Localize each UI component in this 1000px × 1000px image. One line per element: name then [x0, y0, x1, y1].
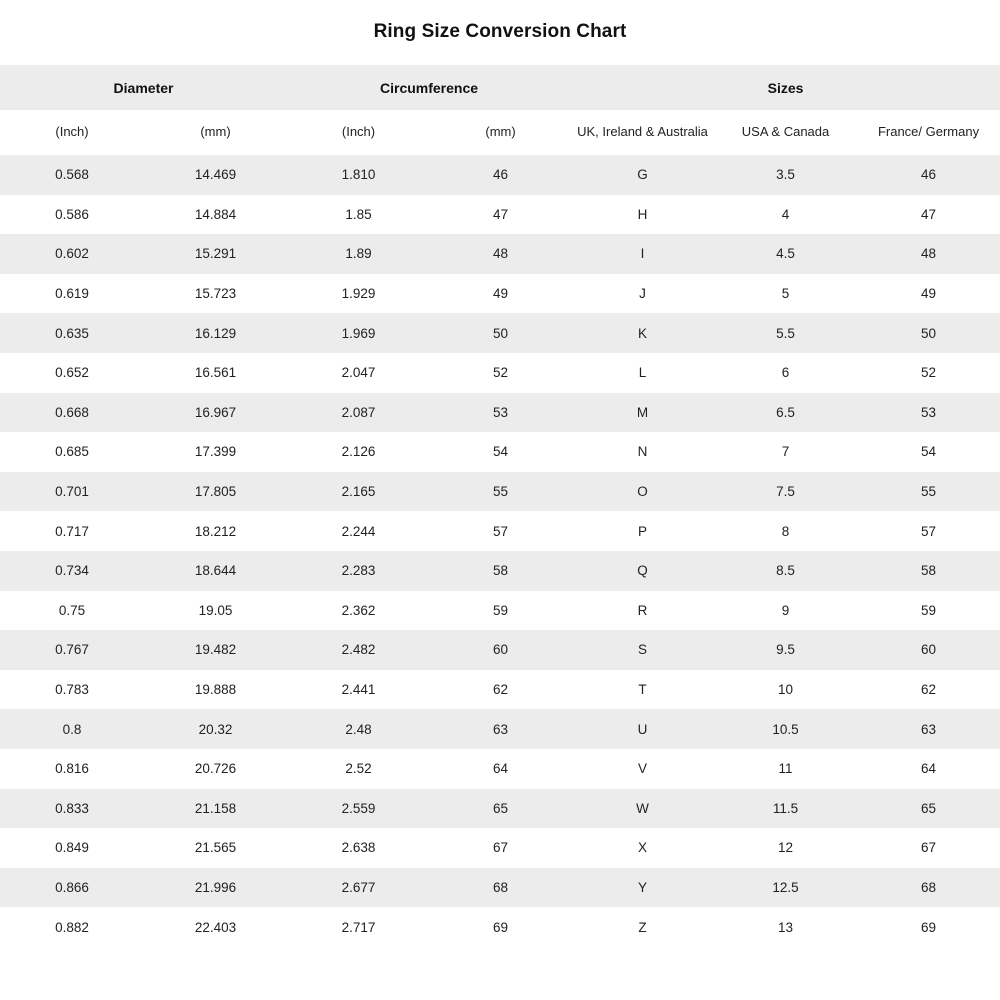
table-cell: 0.882 [0, 907, 144, 947]
table-row [0, 393, 1000, 433]
sub-header-france-germany: France/ Germany [857, 110, 1000, 155]
group-header-diameter: Diameter [0, 65, 287, 110]
table-row [0, 511, 1000, 551]
table-cell: 20.32 [144, 709, 287, 749]
table-cell: 67 [430, 828, 571, 868]
table-cell: 14.469 [144, 155, 287, 195]
table-cell: 18.644 [144, 551, 287, 591]
table-cell: 50 [857, 313, 1000, 353]
table-group-header-row [0, 65, 1000, 110]
table-cell: 63 [430, 709, 571, 749]
table-cell: 14.884 [144, 195, 287, 235]
table-cell: L [571, 353, 714, 393]
table-cell: 1.89 [287, 234, 430, 274]
table-cell: 0.568 [0, 155, 144, 195]
table-cell: 48 [430, 234, 571, 274]
table-cell: Q [571, 551, 714, 591]
table-row [0, 472, 1000, 512]
sub-header-uk-ireland-australia: UK, Ireland & Australia [571, 110, 714, 155]
table-cell: S [571, 630, 714, 670]
table-cell: 15.723 [144, 274, 287, 314]
table-cell: T [571, 670, 714, 710]
table-cell: 7 [714, 432, 857, 472]
table-cell: 11.5 [714, 789, 857, 829]
table-cell: 53 [430, 393, 571, 433]
table-cell: 0.8 [0, 709, 144, 749]
table-cell: 5.5 [714, 313, 857, 353]
table-row [0, 709, 1000, 749]
table-cell: 60 [430, 630, 571, 670]
table-cell: 53 [857, 393, 1000, 433]
table-cell: 10 [714, 670, 857, 710]
table-cell: 64 [857, 749, 1000, 789]
table-cell: 1.810 [287, 155, 430, 195]
table-cell: U [571, 709, 714, 749]
table-cell: Z [571, 907, 714, 947]
sub-header-diameter-mm: (mm) [144, 110, 287, 155]
table-cell: 0.849 [0, 828, 144, 868]
table-cell: 46 [430, 155, 571, 195]
table-sub-header-row [0, 110, 1000, 155]
table-cell: 59 [430, 591, 571, 631]
table-cell: 2.283 [287, 551, 430, 591]
table-cell: 5 [714, 274, 857, 314]
sub-header-diameter-inch: (Inch) [0, 110, 144, 155]
table-cell: 21.996 [144, 868, 287, 908]
table-row [0, 353, 1000, 393]
table-cell: 2.126 [287, 432, 430, 472]
table-cell: 13 [714, 907, 857, 947]
table-row [0, 551, 1000, 591]
table-cell: N [571, 432, 714, 472]
table-cell: 2.441 [287, 670, 430, 710]
table-cell: H [571, 195, 714, 235]
table-cell: 2.087 [287, 393, 430, 433]
table-cell: 20.726 [144, 749, 287, 789]
table-cell: 0.866 [0, 868, 144, 908]
table-cell: X [571, 828, 714, 868]
table-row [0, 828, 1000, 868]
table-cell: 54 [430, 432, 571, 472]
table-cell: 48 [857, 234, 1000, 274]
table-cell: 0.619 [0, 274, 144, 314]
ring-size-table [0, 65, 1000, 947]
table-cell: P [571, 511, 714, 551]
table-cell: 2.677 [287, 868, 430, 908]
table-cell: 0.685 [0, 432, 144, 472]
page-title: Ring Size Conversion Chart [373, 21, 627, 42]
table-cell: 57 [430, 511, 571, 551]
table-cell: 0.635 [0, 313, 144, 353]
sub-header-usa-canada: USA & Canada [714, 110, 857, 155]
table-cell: 2.362 [287, 591, 430, 631]
table-cell: 68 [430, 868, 571, 908]
table-row [0, 907, 1000, 947]
table-cell: 1.85 [287, 195, 430, 235]
table-cell: 69 [430, 907, 571, 947]
table-cell: 0.734 [0, 551, 144, 591]
group-header-sizes: Sizes [571, 65, 1000, 110]
table-cell: J [571, 274, 714, 314]
table-cell: 16.129 [144, 313, 287, 353]
table-cell: 8.5 [714, 551, 857, 591]
table-row [0, 670, 1000, 710]
table-cell: 2.717 [287, 907, 430, 947]
table-row [0, 789, 1000, 829]
table-cell: 60 [857, 630, 1000, 670]
table-cell: 1.969 [287, 313, 430, 353]
table-cell: 17.399 [144, 432, 287, 472]
table-cell: 0.668 [0, 393, 144, 433]
table-cell: 0.717 [0, 511, 144, 551]
table-cell: 1.929 [287, 274, 430, 314]
table-cell: 58 [430, 551, 571, 591]
table-cell: 21.158 [144, 789, 287, 829]
table-cell: 11 [714, 749, 857, 789]
table-cell: I [571, 234, 714, 274]
table-cell: 2.52 [287, 749, 430, 789]
table-row [0, 195, 1000, 235]
table-row [0, 591, 1000, 631]
table-cell: G [571, 155, 714, 195]
group-header-circumference: Circumference [287, 65, 571, 110]
table-cell: 19.05 [144, 591, 287, 631]
table-cell: 12.5 [714, 868, 857, 908]
table-cell: 8 [714, 511, 857, 551]
table-cell: R [571, 591, 714, 631]
table-cell: 0.602 [0, 234, 144, 274]
table-cell: 9.5 [714, 630, 857, 670]
table-cell: 16.967 [144, 393, 287, 433]
table-cell: 55 [857, 472, 1000, 512]
table-cell: 65 [857, 789, 1000, 829]
table-cell: 0.833 [0, 789, 144, 829]
table-cell: 64 [430, 749, 571, 789]
table-cell: 6.5 [714, 393, 857, 433]
table-cell: 22.403 [144, 907, 287, 947]
sub-header-circumference-mm: (mm) [430, 110, 571, 155]
table-cell: 21.565 [144, 828, 287, 868]
table-cell: 0.783 [0, 670, 144, 710]
table-cell: 3.5 [714, 155, 857, 195]
table-cell: 49 [430, 274, 571, 314]
table-cell: O [571, 472, 714, 512]
table-cell: 0.701 [0, 472, 144, 512]
table-row [0, 749, 1000, 789]
table-row [0, 234, 1000, 274]
table-cell: 0.816 [0, 749, 144, 789]
table-cell: 65 [430, 789, 571, 829]
table-cell: 67 [857, 828, 1000, 868]
table-cell: 16.561 [144, 353, 287, 393]
table-cell: 4.5 [714, 234, 857, 274]
table-cell: 59 [857, 591, 1000, 631]
table-cell: 52 [857, 353, 1000, 393]
table-header [0, 65, 1000, 155]
table-cell: 58 [857, 551, 1000, 591]
table-cell: 69 [857, 907, 1000, 947]
table-cell: 9 [714, 591, 857, 631]
table-row [0, 630, 1000, 670]
table-cell: V [571, 749, 714, 789]
table-cell: 0.75 [0, 591, 144, 631]
table-cell: M [571, 393, 714, 433]
table-cell: 50 [430, 313, 571, 353]
table-cell: 63 [857, 709, 1000, 749]
table-row [0, 274, 1000, 314]
table-cell: 19.482 [144, 630, 287, 670]
table-cell: 55 [430, 472, 571, 512]
table-cell: 19.888 [144, 670, 287, 710]
table-cell: 52 [430, 353, 571, 393]
table-row [0, 313, 1000, 353]
table-cell: 62 [857, 670, 1000, 710]
table-cell: 7.5 [714, 472, 857, 512]
table-cell: 57 [857, 511, 1000, 551]
table-cell: 68 [857, 868, 1000, 908]
table-cell: 10.5 [714, 709, 857, 749]
table-cell: 2.165 [287, 472, 430, 512]
table-row [0, 432, 1000, 472]
table-cell: 54 [857, 432, 1000, 472]
table-cell: 0.767 [0, 630, 144, 670]
table-cell: 18.212 [144, 511, 287, 551]
table-cell: 62 [430, 670, 571, 710]
table-cell: 47 [430, 195, 571, 235]
table-cell: 4 [714, 195, 857, 235]
table-cell: 2.047 [287, 353, 430, 393]
table-cell: 49 [857, 274, 1000, 314]
table-cell: 46 [857, 155, 1000, 195]
table-body [0, 155, 1000, 947]
table-cell: 2.638 [287, 828, 430, 868]
table-cell: 2.244 [287, 511, 430, 551]
table-cell: 0.652 [0, 353, 144, 393]
table-cell: 15.291 [144, 234, 287, 274]
table-row [0, 868, 1000, 908]
table-cell: Y [571, 868, 714, 908]
table-cell: 0.586 [0, 195, 144, 235]
table-cell: 6 [714, 353, 857, 393]
table-cell: 2.482 [287, 630, 430, 670]
table-cell: K [571, 313, 714, 353]
table-cell: W [571, 789, 714, 829]
sub-header-circumference-inch: (Inch) [287, 110, 430, 155]
table-row [0, 155, 1000, 195]
table-cell: 2.559 [287, 789, 430, 829]
table-cell: 12 [714, 828, 857, 868]
table-cell: 17.805 [144, 472, 287, 512]
table-cell: 2.48 [287, 709, 430, 749]
table-cell: 47 [857, 195, 1000, 235]
